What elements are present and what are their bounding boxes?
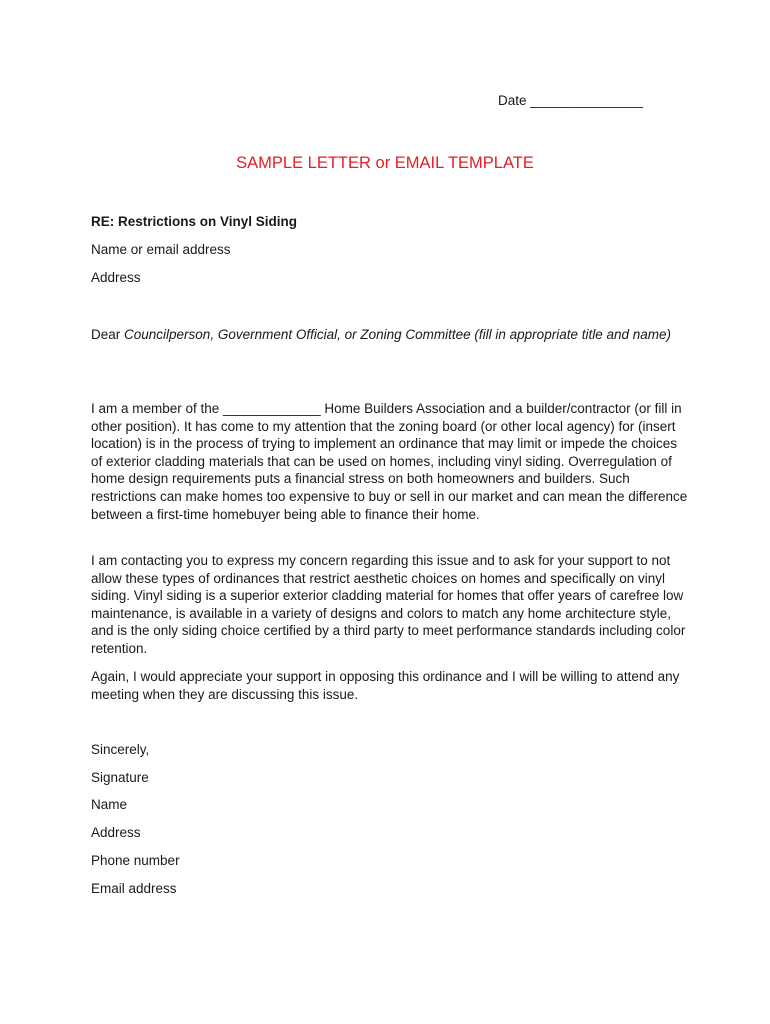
closing-email: Email address — [91, 881, 177, 896]
salutation — [91, 326, 689, 344]
paragraph-text: I am a member of the _____________ Home Builders Association and a builder/contractor (or fill in other position). It has come to my attention that the zoning board (or other local agency) for (insert location) is in the process of trying to implement an ordinance that may limit or impede the choices of exterior cladding materials that can be used on homes, including vinyl siding. Overregulation of home design requirements puts a financial stress on both homeowners and builders. Such restrictions can make homes too expensive to buy or sell in our market and can mean the difference between a first-time homebuyer being able to finance their home. — [91, 401, 688, 522]
paragraph-text: I am contacting you to express my concern regarding this issue and to ask for your support to not allow these types of ordinances that restrict aesthetic choices on homes and specifically on vinyl siding. Vinyl siding is a superior exterior cladding material for homes that offer years of carefree low maintenance, is available in a variety of designs and colors to match any home architecture style, and is the only siding choice certified by a third party to meet performance standards including color retention. — [91, 553, 686, 656]
paragraph-text: Again, I would appreciate your support in opposing this ordinance and I will be willing to attend any meeting when they are discussing this issue. — [91, 669, 680, 702]
closing-sincerely: Sincerely, — [91, 742, 150, 757]
closing-address: Address — [91, 825, 141, 840]
body-paragraph-3 — [91, 668, 689, 703]
closing-name: Name — [91, 797, 128, 812]
body-paragraph-1 — [91, 400, 689, 523]
salutation-prefix: Dear — [91, 327, 125, 342]
sender-address: Address — [91, 270, 141, 285]
date-line: Date _______________ — [498, 93, 643, 108]
page-title: SAMPLE LETTER or EMAIL TEMPLATE — [236, 154, 534, 172]
salutation-recipient: Councilperson, Government Official, or Zoning Committee (fill in appropriate title and name) — [124, 327, 672, 342]
re-subject-line: RE: Restrictions on Vinyl Siding — [91, 214, 298, 229]
sender-name: Name or email address — [91, 242, 231, 257]
closing-signature: Signature — [91, 770, 149, 785]
closing-phone: Phone number — [91, 853, 180, 868]
body-paragraph-2 — [91, 552, 689, 658]
